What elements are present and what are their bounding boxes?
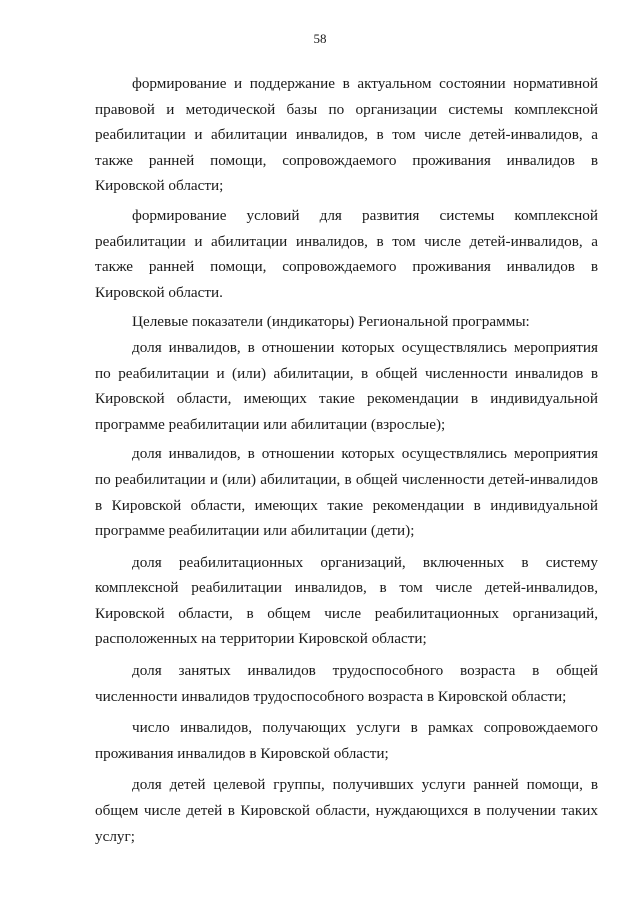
- paragraph-indicators-heading: Целевые показатели (индикаторы) Региональной программы:: [132, 313, 530, 331]
- document-body: [95, 71, 598, 849]
- paragraph-indicator-supported-living: число инвалидов, получающих услуги в рамках сопровождаемого проживания инвалидов в Кировской области;: [95, 719, 598, 762]
- paragraph-indicator-employment: доля занятых инвалидов трудоспособного возраста в общей численности инвалидов трудоспособного возраста в Кировской области;: [95, 662, 598, 705]
- paragraph-indicator-children: доля инвалидов, в отношении которых осуществлялись мероприятия по реабилитации и (или) абилитации, в общей численности детей-инвалидов в Кировской области, имеющих такие рекомендации в индивидуальной программе реабилитации или абилитации (дети);: [95, 445, 598, 540]
- paragraph-goal-conditions: формирование условий для развития системы комплексной реабилитации и абилитации инвалидов, в том числе детей-инвалидов, а также ранней помощи, сопровождаемого проживания инвалидов в Кировской области.: [95, 206, 598, 301]
- paragraph-indicator-early-help: доля детей целевой группы, получивших услуги ранней помощи, в общем числе детей в Кировской области, нуждающихся в получении таких услуг;: [95, 776, 598, 845]
- paragraph-indicator-adults: доля инвалидов, в отношении которых осуществлялись мероприятия по реабилитации и (или) абилитации, в общей численности инвалидов в Кировской области, имеющих такие рекомендации в индивидуальной программе реабилитации или абилитации (взрослые);: [95, 338, 598, 433]
- paragraph-goal-regulatory-base: формирование и поддержание в актуальном состоянии нормативной правовой и методической базы по организации системы комплексной реабилитации и абилитации инвалидов, в том числе детей-инвалидов, а также ранней помощи, сопровождаемого проживания инвалидов в Кировской области;: [95, 75, 598, 195]
- page-number: 58: [313, 31, 327, 46]
- paragraph-indicator-organizations: доля реабилитационных организаций, включенных в систему комплексной реабилитации инвалидов, в том числе детей-инвалидов, Кировской области, в общем числе реабилитационных организаций, расположенных на территории Кировской области;: [95, 553, 598, 648]
